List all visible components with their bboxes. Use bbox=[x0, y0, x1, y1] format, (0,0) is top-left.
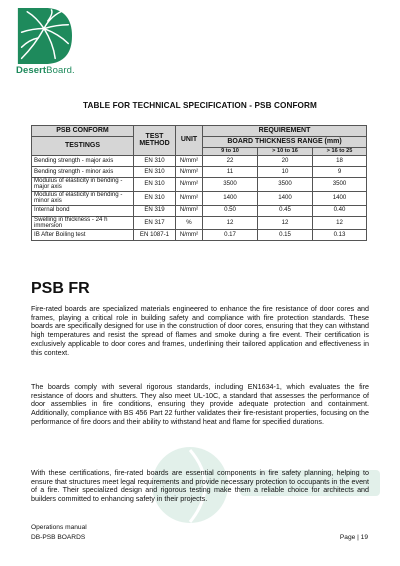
header-conform: PSB CONFORM bbox=[32, 126, 134, 137]
row-value: 3500 bbox=[258, 178, 313, 192]
row-unit: N/mm² bbox=[176, 156, 203, 167]
row-value: 3500 bbox=[313, 178, 367, 192]
table-row bbox=[32, 216, 367, 230]
section-title: PSB FR bbox=[31, 280, 90, 297]
row-method: EN 319 bbox=[134, 205, 176, 216]
row-value: 9 bbox=[313, 167, 367, 178]
row-method: EN 310 bbox=[134, 178, 176, 192]
header-testings: TESTINGS bbox=[32, 137, 134, 156]
row-label: Swelling in thickness - 24 h immersion bbox=[32, 216, 134, 230]
row-label: Bending strength - major axis bbox=[32, 156, 134, 167]
row-label: Modulus of elasticity in bending - major axis bbox=[32, 178, 134, 192]
row-method: EN 1087-1 bbox=[134, 230, 176, 241]
row-label: Internal bond bbox=[32, 205, 134, 216]
header-range-2: > 10 to 16 bbox=[258, 148, 313, 156]
desertboard-logo bbox=[16, 8, 80, 76]
logo-wordmark: DesertBoard. bbox=[16, 65, 75, 76]
header-requirement: REQUIREMENT bbox=[203, 126, 367, 137]
row-value: 10 bbox=[258, 167, 313, 178]
row-label: Modulus of elasticity in bending - minor axis bbox=[32, 191, 134, 205]
header-unit: UNIT bbox=[176, 126, 203, 156]
row-value: 0.45 bbox=[258, 205, 313, 216]
footer-document-name: DB-PSB BOARDS bbox=[31, 534, 86, 541]
palm-leaf-logo-icon bbox=[16, 8, 72, 64]
row-value: 3500 bbox=[203, 178, 258, 192]
table-row bbox=[32, 191, 367, 205]
row-unit: N/mm² bbox=[176, 167, 203, 178]
table-row bbox=[32, 178, 367, 192]
table-row bbox=[32, 230, 367, 241]
paragraph-standards: The boards comply with several rigorous standards, including EN1634-1, which evaluates the fire resistance of doors and shutters. They also meet UL-10C, a standard that assesses the performance of door assemblies in fire conditions, ensuring they provide adequate protection and containment. Additionally, compliance with BS 456 Part 22 further validates their fire-resistant properties, focusing on the performance of fire doors and their ability to withstand heat and flame for specified durations. bbox=[31, 383, 369, 426]
paragraph-intro: Fire-rated boards are specialized materials engineered to enhance the fire resistance of door cores and frames, playing a critical role in building safety and compliance with fire protection standards. These boards are specifically designed for use in the construction of door cores, ensuring that they can withstand high temperatures and resist the spread of flames and smoke during a fire event. Their certification is exclusively applicable to door cores and frames, underlining their tailored application and effectiveness in this context. bbox=[31, 305, 369, 357]
row-value: 20 bbox=[258, 156, 313, 167]
header-thickness-range: BOARD THICKNESS RANGE (mm) bbox=[203, 137, 367, 148]
page-number: Page | 19 bbox=[339, 534, 368, 541]
row-value: 1400 bbox=[313, 191, 367, 205]
row-value: 11 bbox=[203, 167, 258, 178]
row-value: 0.15 bbox=[258, 230, 313, 241]
row-value: 1400 bbox=[258, 191, 313, 205]
row-method: EN 310 bbox=[134, 167, 176, 178]
paragraph-conclusion: With these certifications, fire-rated boards are essential components in fire safety planning, helping to ensure that structures meet legal requirements and provide necessary protection to occupants in the event of a fire. Their specialized design and rigorous testing make them a reliable choice for architects and builders committed to enhancing safety in their projects. bbox=[31, 469, 369, 504]
row-value: 0.17 bbox=[203, 230, 258, 241]
footer-manual-title: Operations manual bbox=[31, 524, 87, 531]
row-unit: N/mm² bbox=[176, 191, 203, 205]
row-unit: N/mm² bbox=[176, 178, 203, 192]
header-test-method: TEST METHOD bbox=[134, 126, 176, 156]
row-unit: N/mm² bbox=[176, 230, 203, 241]
table-title: TABLE FOR TECHNICAL SPECIFICATION - PSB CONFORM bbox=[83, 101, 317, 110]
row-value: 1400 bbox=[203, 191, 258, 205]
table-row bbox=[32, 156, 367, 167]
table-row bbox=[32, 205, 367, 216]
row-value: 12 bbox=[203, 216, 258, 230]
row-value: 18 bbox=[313, 156, 367, 167]
header-range-3: > 16 to 25 bbox=[313, 148, 367, 156]
table-header-row bbox=[32, 126, 367, 137]
row-label: IB After Boiling test bbox=[32, 230, 134, 241]
row-unit: N/mm² bbox=[176, 205, 203, 216]
row-value: 0.13 bbox=[313, 230, 367, 241]
table-row bbox=[32, 167, 367, 178]
row-value: 12 bbox=[258, 216, 313, 230]
row-method: EN 310 bbox=[134, 191, 176, 205]
row-value: 0.50 bbox=[203, 205, 258, 216]
row-method: EN 310 bbox=[134, 156, 176, 167]
header-range-1: 9 to 10 bbox=[203, 148, 258, 156]
row-value: 0.40 bbox=[313, 205, 367, 216]
row-value: 22 bbox=[203, 156, 258, 167]
row-value: 12 bbox=[313, 216, 367, 230]
row-label: Bending strength - minor axis bbox=[32, 167, 134, 178]
spec-table bbox=[31, 125, 367, 241]
row-unit: % bbox=[176, 216, 203, 230]
row-method: EN 317 bbox=[134, 216, 176, 230]
